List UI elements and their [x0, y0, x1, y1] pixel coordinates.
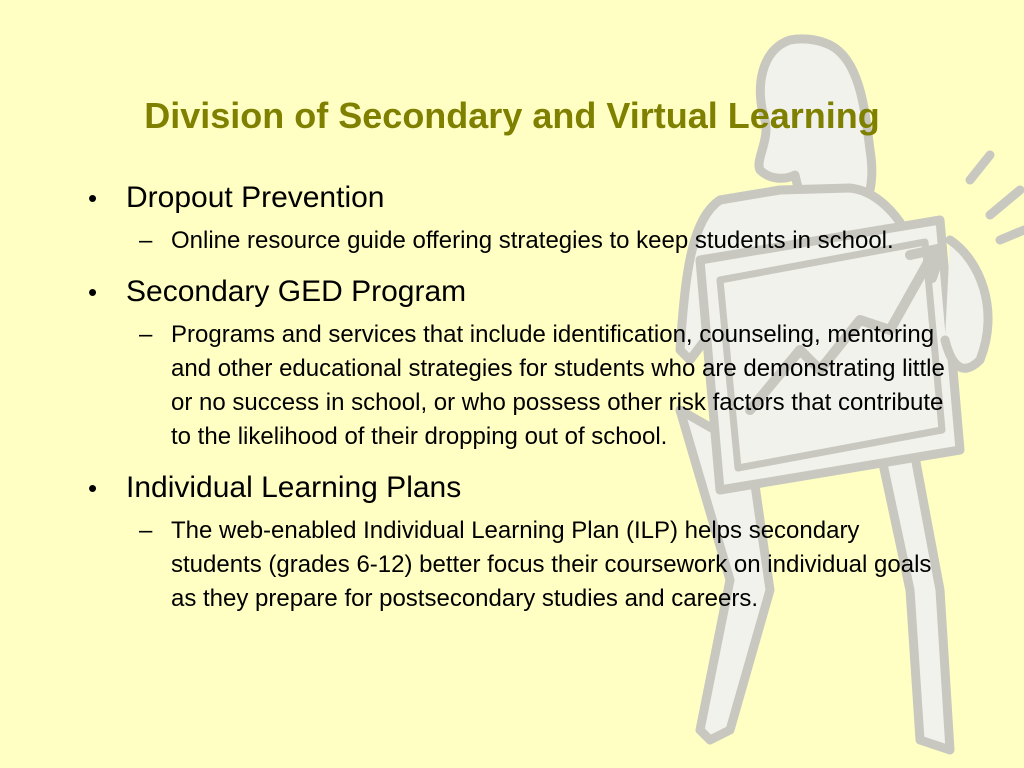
bullet-list [88, 178, 948, 630]
bullet-item-individual-learning-plans [88, 468, 948, 508]
sub-item-dropout-prevention [88, 224, 948, 258]
sub-bullet-glyph: – [139, 321, 153, 348]
sub-item-individual-learning-plans [88, 514, 948, 616]
sub-bullet-glyph: – [139, 517, 153, 544]
sub-item-secondary-ged-program [88, 318, 948, 454]
sub-item-text: Programs and services that include identification, counseling, mentoring and other educational strategies for students who are demonstrating little or no success in school, or who possess other risk factors that contribute to the likelihood of their dropping out of school. [171, 321, 945, 450]
sub-item-text: The web-enabled Individual Learning Plan (ILP) helps secondary students (grades 6-12) better focus their coursework on individual goals as they prepare for postsecondary studies and careers. [171, 517, 932, 612]
bullet-glyph: • [88, 473, 98, 503]
bullet-glyph: • [88, 183, 98, 213]
bullet-glyph: • [88, 277, 98, 307]
bullet-item-secondary-ged-program [88, 272, 948, 312]
bullet-item-dropout-prevention [88, 178, 948, 218]
bullet-label: Secondary GED Program [126, 275, 467, 308]
sub-item-text: Online resource guide offering strategies to keep students in school. [171, 227, 894, 254]
slide-title: Division of Secondary and Virtual Learning [144, 95, 880, 136]
sub-bullet-glyph: – [139, 227, 153, 254]
bullet-label: Individual Learning Plans [126, 471, 462, 504]
bullet-label: Dropout Prevention [126, 181, 385, 214]
